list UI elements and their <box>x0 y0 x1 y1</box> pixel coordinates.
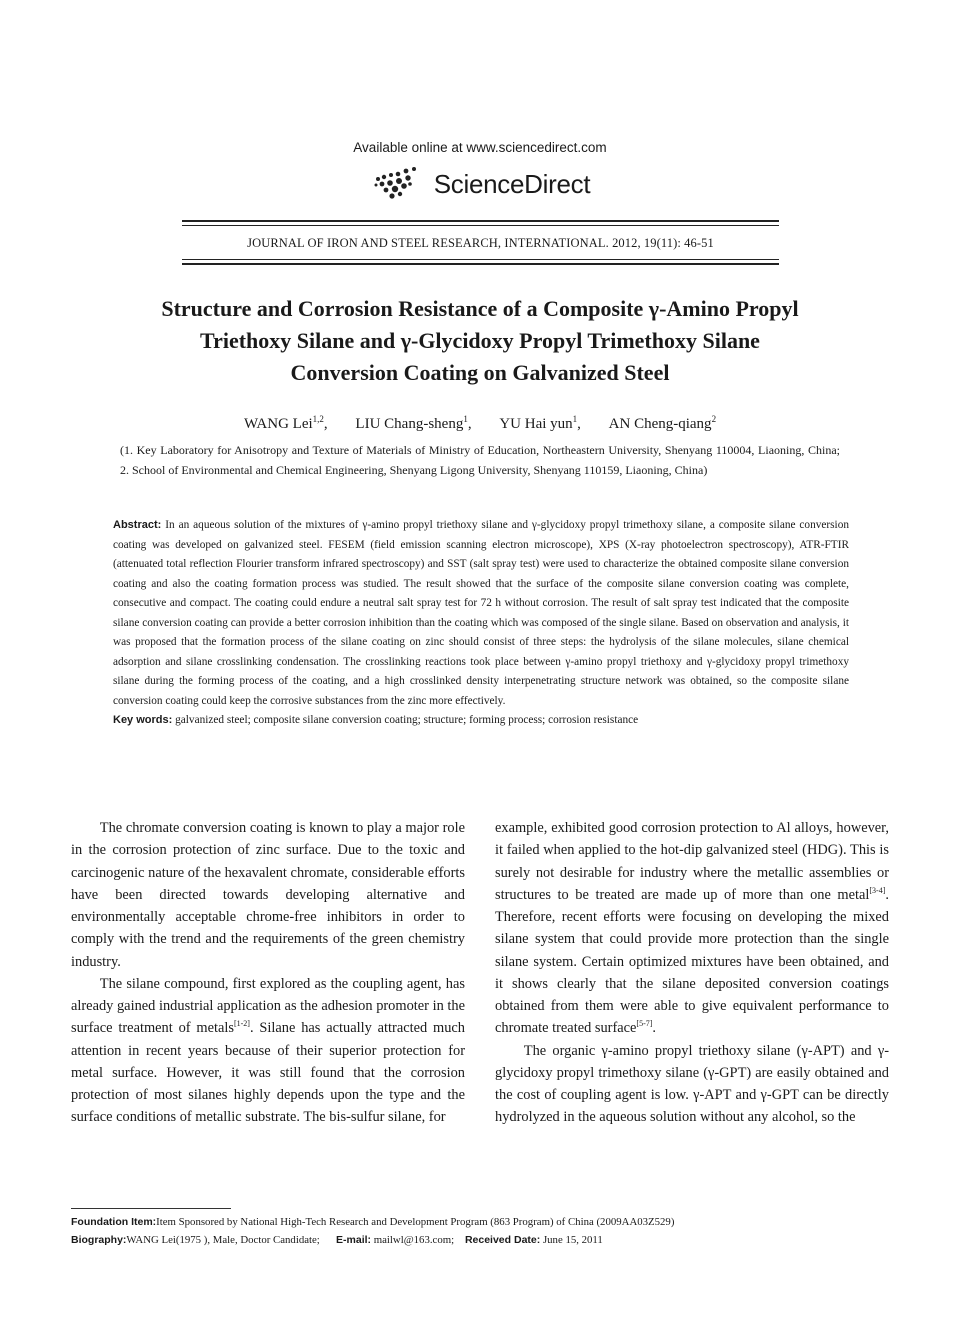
author-1 <box>244 416 328 432</box>
body-text: . Therefore, recent efforts were focusing on developing the mixed silane system that could provide more protection than the single silane system. Certain optimized mixtures have been obtained, and it shows clearly that the silane deposited conversion coatings obtained from them were able to give equivalent performance to chromate treated surface <box>495 886 889 1037</box>
received-label: Received Date: <box>464 1234 541 1246</box>
email-label: E-mail: <box>336 1234 372 1246</box>
body-paragraph: The chromate conversion coating is known to play a major role in the corrosion protection of zinc surface. Due to the toxic and carcinogenic nature of the hexavalent chromate, considerable efforts have been directed towards developing alternative and environmentally acceptable chrome-free inhibitors in order to comply with the trend and the requirements of the green chemistry industry. <box>71 820 465 970</box>
title-line-3: Conversion Coating on Galvanized Steel <box>290 360 670 385</box>
body-column-left <box>71 817 465 1129</box>
author-name: YU Hai yun <box>499 416 573 432</box>
body-paragraph: The organic γ-amino propyl triethoxy silane (γ-APT) and γ-glycidoxy propyl trimethoxy silane (γ-GPT) are easily obtained and the cost of coupling agent is low. γ-APT and γ-GPT can be directly hydrolyzed in the aqueous solution without any alcohol, so the <box>495 1042 889 1126</box>
citation-ref: [3-4] <box>869 885 886 895</box>
received-text: June 15, 2011 <box>542 1234 603 1246</box>
body-paragraph <box>495 817 889 1040</box>
author-affil-sup: 2 <box>711 414 717 424</box>
sciencedirect-dots-icon <box>370 165 428 203</box>
foundation-footnote <box>71 1213 891 1231</box>
header-rule-bottom <box>182 263 779 265</box>
publisher-logo <box>0 165 960 203</box>
journal-citation: JOURNAL OF IRON AND STEEL RESEARCH, INTERNATIONAL. 2012, 19(11): 46-51 <box>247 236 714 250</box>
biography-label: Biography: <box>71 1234 127 1246</box>
author-name: WANG Lei <box>243 416 313 432</box>
author-list <box>0 414 960 433</box>
header-rule-bottom-thin <box>182 259 779 260</box>
author-3 <box>499 416 581 432</box>
body-text: The silane compound, first explored as the coupling agent, has already gained industrial application as the adhesion promoter in the surface treatment of metals <box>71 975 465 1037</box>
author-separator: , <box>323 416 328 432</box>
title-line-2: Triethoxy Silane and γ-Glycidoxy Propyl Trimethoxy Silane <box>200 328 760 353</box>
abstract-text: In an aqueous solution of the mixtures of γ-amino propyl triethoxy silane and γ-glycidoxy propyl trimethoxy silane, a composite silane conversion coating was developed on galvanized steel. FESEM (field emission scanning electron microscope), XPS (X-ray photoelectron spectroscopy), ATR-FTIR (attenuated total reflection Flourier transform infrared spectroscopy) and SST (salt spray test) were used to characterize the obtained composite silane conversion coating and also the coating formation process was studied. The result showed that the surface of the composite silane conversion coating was complete, consecutive and compact. The coating could endure a neutral salt spray test for 72 h without corrosion. The result of salt spray test indicated that the composite silane conversion coating can provide a better corrosion inhibition than the coating which was composed of the single silane. Based on observation and analysis, it was proposed that the formation process of the silane coating on zinc should consist of three steps: the hydrolysis of the silane molecules, silane chemical adsorption and silane crosslinking condensation. The crosslinking reactions took place between γ-amino propyl triethoxy and γ-glycidoxy propyl trimethoxy silane during the forming process of the coating, and a high crosslinked density interpenetrating structure network was obtained, so the composite silane conversion coating could keep the corrosive substances from the zinc more effectively. <box>113 519 849 707</box>
author-separator: , <box>577 416 581 432</box>
body-text: example, exhibited good corrosion protection to Al alloys, however, it failed when applied to the hot-dip galvanized steel (HDG). This is surely not desirable for industry where the metallic assemblies or structures to be treated are made up of more than one metal <box>495 820 889 903</box>
biography-footnote <box>71 1231 891 1249</box>
author-affil-sup: 1,2 <box>312 414 324 424</box>
body-paragraph <box>71 973 465 1129</box>
header-rule-top <box>182 220 779 222</box>
citation-ref: [1-2] <box>233 1019 250 1029</box>
author-name: LIU Chang-sheng <box>355 416 464 432</box>
abstract-paragraph <box>113 516 849 711</box>
keywords-line <box>113 711 849 731</box>
author-affil-sup: 1 <box>463 414 468 424</box>
abstract-block <box>113 516 849 731</box>
biography-text: WANG Lei(1975 ), Male, Doctor Candidate; <box>126 1234 320 1246</box>
body-text: . Silane has actually attracted much attention in recent years because of their superior protection for metal surface. However, it was still found that the corrosion protection of most silanes highly depends upon the type and the surface conditions of metallic substrate. The bis-sulfur silane, for <box>71 1020 465 1126</box>
foundation-text: Item Sponsored by National High-Tech Research and Development Program (863 Program) of China (2009AA03Z529) <box>156 1216 675 1228</box>
author-4 <box>609 416 716 432</box>
foundation-label: Foundation Item: <box>71 1216 157 1228</box>
keywords-text: galvanized steel; composite silane conversion coating; structure; forming process; corrosion resistance <box>175 714 639 726</box>
logo-wordmark: ScienceDirect <box>433 168 591 199</box>
email-text: mailwl@163.com; <box>373 1234 455 1246</box>
paper-title <box>70 293 890 389</box>
citation-ref: [5-7] <box>636 1019 653 1029</box>
keywords-label: Key words: <box>113 714 173 726</box>
author-separator: , <box>467 416 472 432</box>
body-column-right <box>495 817 889 1129</box>
author-name: AN Cheng-qiang <box>608 416 712 432</box>
availability-notice: Available online at www.sciencedirect.com <box>353 140 607 155</box>
author-2 <box>355 416 471 432</box>
header-rule-top-thin <box>182 225 779 226</box>
author-affil-sup: 1 <box>572 414 578 424</box>
body-text: . <box>652 1020 657 1037</box>
footnote-rule <box>71 1208 231 1209</box>
title-line-1: Structure and Corrosion Resistance of a Composite γ-Amino Propyl <box>161 296 799 321</box>
abstract-label: Abstract: <box>113 519 162 531</box>
affiliations: (1. Key Laboratory for Anisotropy and Texture of Materials of Ministry of Education, Northeastern University, Shenyang 110004, Liaoning, China; 2. School of Environmental and Chemical Engineering, Shenyang Ligong University, Shenyang 110159, Liaoning, China) <box>120 443 840 477</box>
